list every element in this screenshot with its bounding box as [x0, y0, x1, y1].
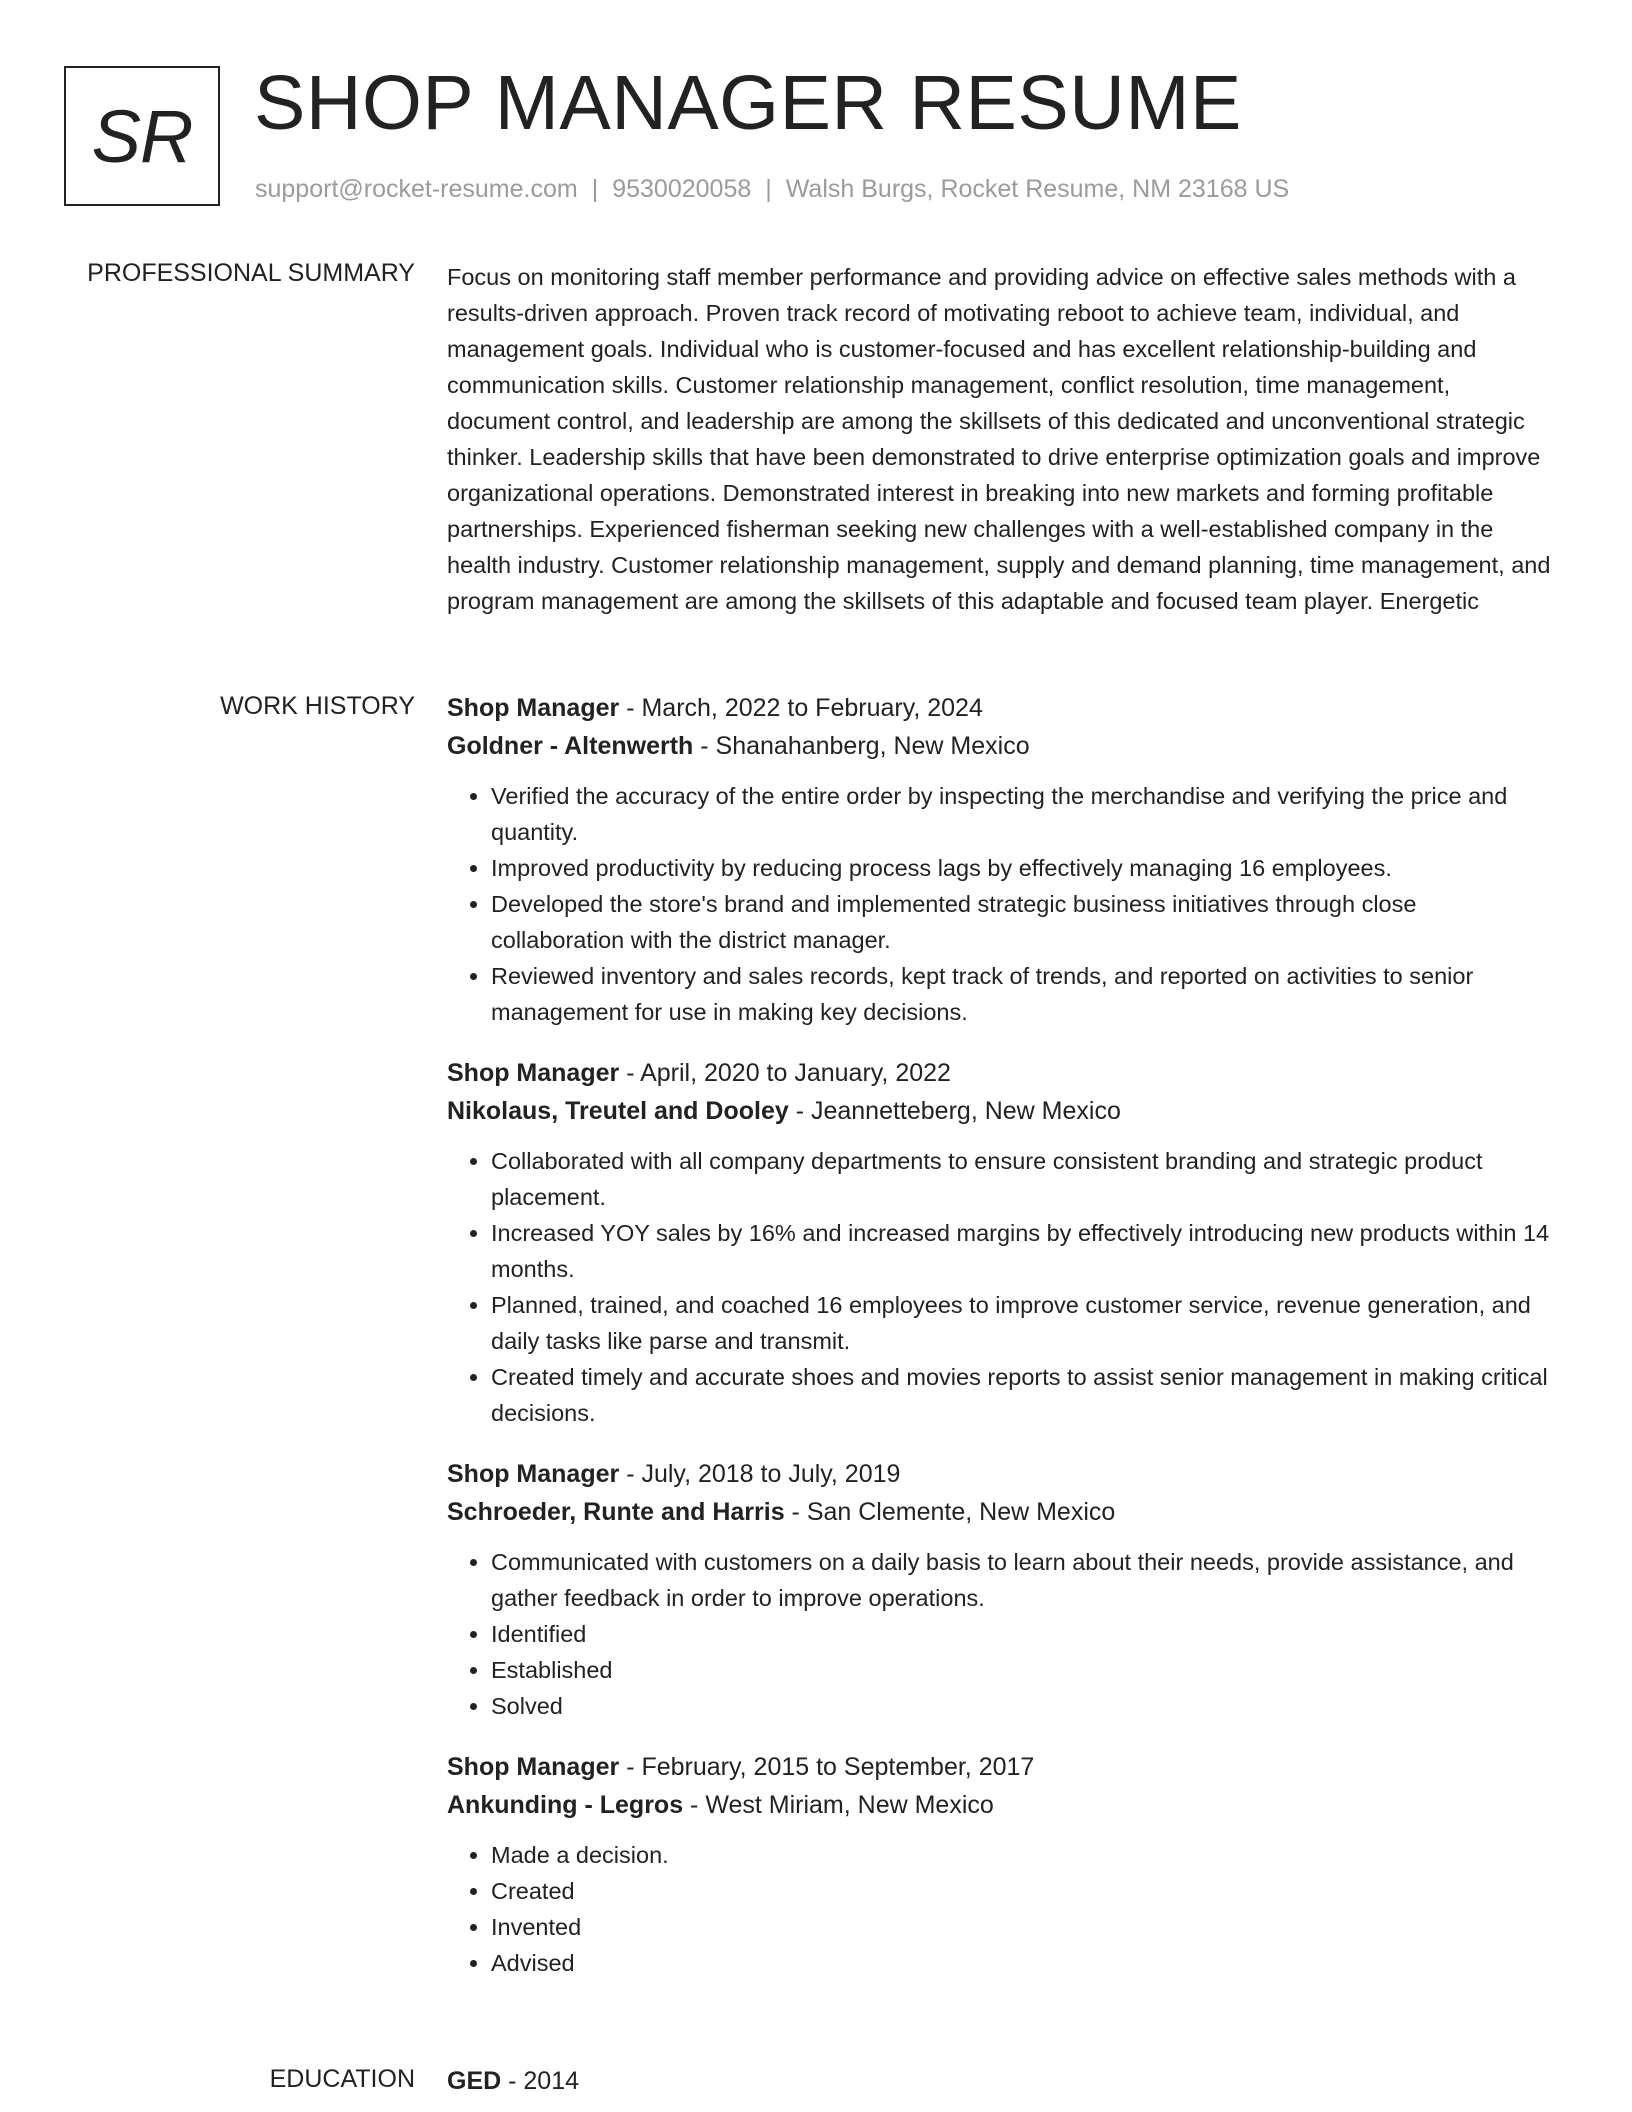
job-bullet: • Identified [491, 1616, 1552, 1652]
section-label-education: EDUCATION [269, 2065, 415, 2093]
job-company-line [447, 1493, 1552, 1531]
job-dates: - February, 2015 to September, 2017 [619, 1753, 1035, 1781]
job-entry [447, 689, 1552, 1030]
section-label-work-history: WORK HISTORY [220, 692, 415, 720]
job-dates: - April, 2020 to January, 2022 [619, 1059, 951, 1087]
job-bullet: • Planned, trained, and coached 16 employees to improve customer service, revenue generation, and daily tasks like parse and transmit. [491, 1287, 1552, 1359]
job-entry [447, 1054, 1552, 1431]
job-company: Nikolaus, Treutel and Dooley [447, 1097, 789, 1125]
job-bullet: • Increased YOY sales by 16% and increased margins by effectively introducing new products within 14 months. [491, 1215, 1552, 1287]
job-bullet: • Created [491, 1873, 1552, 1909]
contact-separator: | [765, 175, 772, 203]
resume-title: SHOP MANAGER RESUME [254, 60, 1242, 146]
job-bullet: • Collaborated with all company departments to ensure consistent branding and strategic product placement. [491, 1143, 1552, 1215]
job-bullets [447, 778, 1552, 1030]
job-bullet: • Verified the accuracy of the entire order by inspecting the merchandise and verifying the price and quantity. [491, 778, 1552, 850]
job-bullet: • Created timely and accurate shoes and movies reports to assist senior management in making critical decisions. [491, 1359, 1552, 1431]
job-bullet: • Developed the store's brand and implemented strategic business initiatives through close collaboration with the district manager. [491, 886, 1552, 958]
job-title: Shop Manager [447, 1460, 620, 1488]
job-bullet: • Established [491, 1652, 1552, 1688]
education-year: - 2014 [501, 2067, 580, 2095]
job-location: - San Clemente, New Mexico [784, 1498, 1116, 1526]
education-degree: GED [447, 2067, 502, 2095]
job-entry [447, 1455, 1552, 1724]
job-bullet: • Improved productivity by reducing process lags by effectively managing 16 employees. [491, 850, 1552, 886]
job-company-line [447, 727, 1552, 765]
contact-address: Walsh Burgs, Rocket Resume, NM 23168 US [785, 175, 1290, 203]
job-title-line [447, 1054, 1552, 1092]
job-bullet: • Invented [491, 1909, 1552, 1945]
job-location: - West Miriam, New Mexico [683, 1791, 994, 1819]
job-dates: - March, 2022 to February, 2024 [619, 694, 983, 722]
job-dates: - July, 2018 to July, 2019 [619, 1460, 901, 1488]
job-company-line [447, 1092, 1552, 1130]
job-bullet: • Made a decision. [491, 1837, 1552, 1873]
job-bullet: • Reviewed inventory and sales records, kept track of trends, and reported on activities to senior management for use in making key decisions. [491, 958, 1552, 1030]
job-title-line [447, 689, 1552, 727]
job-company-line [447, 1786, 1552, 1824]
job-location: - Shanahanberg, New Mexico [693, 732, 1030, 760]
job-title: Shop Manager [447, 694, 620, 722]
job-bullet: • Communicated with customers on a daily basis to learn about their needs, provide assistance, and gather feedback in order to improve operations. [491, 1544, 1552, 1616]
summary-text: Focus on monitoring staff member performance and providing advice on effective sales methods with a results-driven approach. Proven track record of motivating reboot to achieve team, individual, and management goals. Individual who is customer-focused and has excellent relationship-building and communication skills. Customer relationship management, conflict resolution, time management, document control, and leadership are among the skillsets of this dedicated and unconventional strategic thinker. Leadership skills that have been demonstrated to drive enterprise optimization goals and improve organizational operations. Demonstrated interest in breaking into new markets and forming profitable partnerships. Experienced fisherman seeking new challenges with a well-established company in the health industry. Customer relationship management, supply and demand planning, time management, and program management are among the skillsets of this adaptable and focused team player. Energetic [447, 264, 1551, 614]
job-title: Shop Manager [447, 1753, 620, 1781]
job-company: Ankunding - Legros [447, 1791, 684, 1819]
summary-section [447, 259, 1552, 619]
job-company: Goldner - Altenwerth [447, 732, 694, 760]
job-title-line [447, 1748, 1552, 1786]
contact-phone: 9530020058 [612, 175, 752, 203]
job-bullet: • Solved [491, 1688, 1552, 1724]
contact-separator: | [591, 175, 599, 203]
job-bullets [447, 1544, 1552, 1724]
job-company: Schroeder, Runte and Harris [447, 1498, 785, 1526]
education-section [447, 2062, 1552, 2100]
education-line [447, 2062, 1552, 2100]
job-bullet: • Advised [491, 1945, 1552, 1981]
monogram-logo: SR [64, 66, 220, 206]
job-bullets [447, 1837, 1552, 1981]
work-history-section [447, 689, 1552, 2005]
section-label-professional-summary: PROFESSIONAL SUMMARY [87, 259, 415, 287]
job-title-line [447, 1455, 1552, 1493]
contact-line [255, 175, 1289, 204]
job-entry [447, 1748, 1552, 1981]
contact-email: support@rocket-resume.com [255, 175, 578, 203]
job-title: Shop Manager [447, 1059, 620, 1087]
job-location: - Jeannetteberg, New Mexico [788, 1097, 1121, 1125]
job-bullets [447, 1143, 1552, 1431]
